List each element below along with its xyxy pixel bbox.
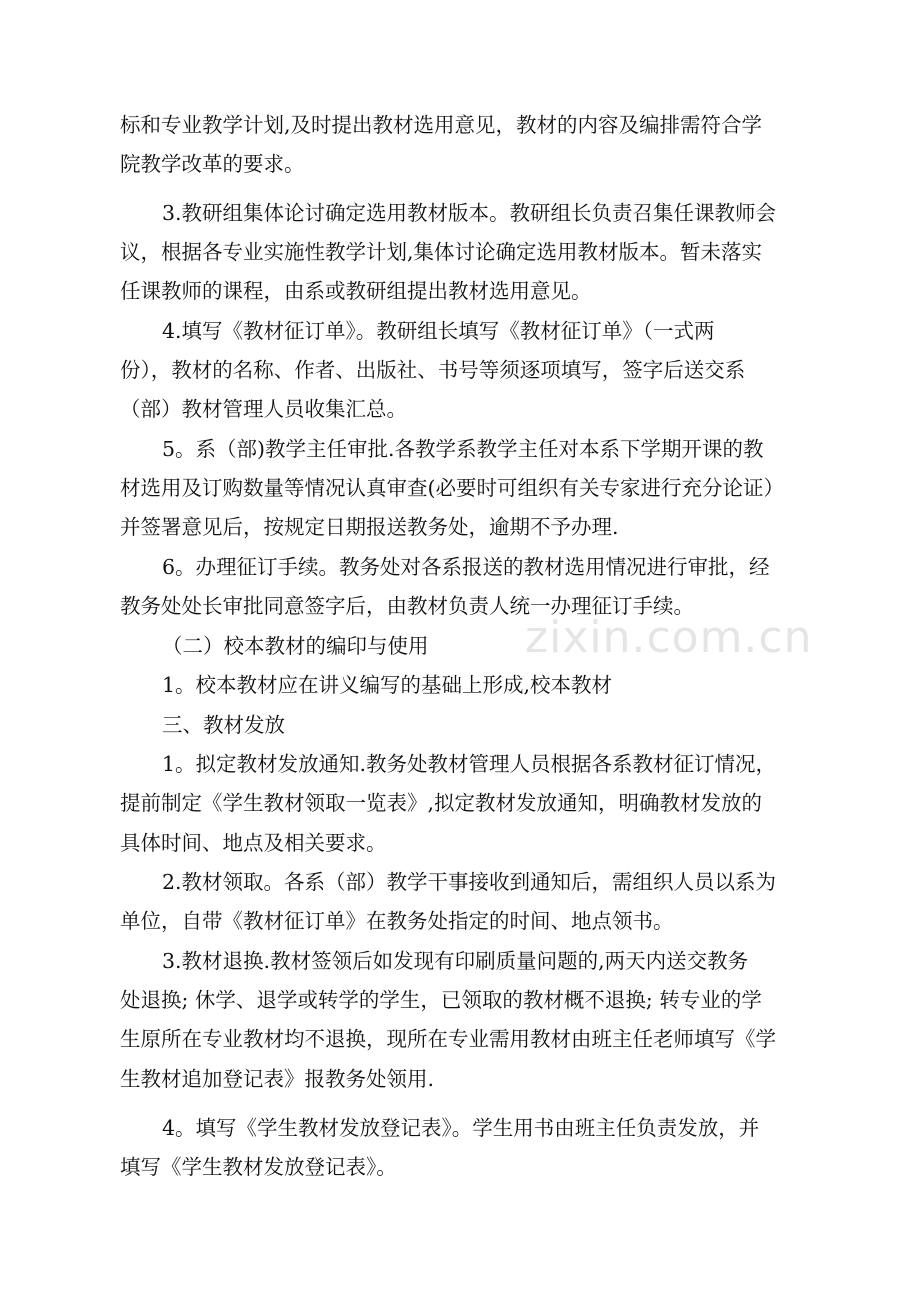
text-line: 具体时间、地点及相关要求。 [120,831,387,855]
text-line: 并签署意见后，按规定日期报送教务处，逾期不予办理. [120,515,619,539]
text-line: 单位，自带《教材征订单》在教务处指定的时间、地点领书。 [120,909,674,933]
text-line: 1。拟定教材发放通知.教务处教材管理人员根据各系教材征订情况， [162,752,777,776]
text-line: 4.填写《教材征订单》。教研组长填写《教材征订单》（一式两 [162,319,715,343]
text-line: 4。填写《学生教材发放登记表》。学生用书由班主任负责发放，并 [162,1116,760,1140]
text-line: 1。校本教材应在讲义编写的基础上形成,校本教材 [162,673,613,697]
text-line: 教务处处长审批同意签字后，由教材负责人统一办理征订手续。 [120,594,694,618]
text-line: 提前制定《学生教材领取一览表》,拟定教材发放通知，明确教材发放的 [120,791,763,815]
watermark: zixin.com.cn [525,612,813,663]
text-line: 处退换; 休学、退学或转学的学生，已领取的教材概不退换; 转专业的学 [120,988,762,1012]
section-heading: （二）校本教材的编印与使用 [162,634,429,658]
text-line: 6。办理征订手续。教务处对各系报送的教材选用情况进行审批，经 [162,555,770,579]
text-line: 生教材追加登记表》报教务处领用. [120,1067,435,1091]
text-line: 3.教研组集体论讨确定选用教材版本。教研组长负责召集任课教师会 [162,201,777,225]
text-line: 生原所在专业教材均不退换，现所在专业需用教材由班主任老师填写《学 [120,1027,776,1051]
text-line: 议，根据各专业实施性教学计划,集体讨论确定选用教材版本。暂未落实 [120,240,763,264]
text-line: 标和专业教学计划,及时提出教材选用意见，教材的内容及编排需符合学 [120,113,763,137]
text-line: 3.教材退换.教材签领后如发现有印刷质量问题的,两天内送交教务 [162,949,749,973]
section-heading: 三、教材发放 [162,713,285,737]
text-line: 2.教材领取。各系（部）教学干事接收到通知后，需组织人员以系为 [162,870,777,894]
text-line: 份），教材的名称、作者、出版社、书号等须逐项填写，签字后送交系 [120,358,746,382]
text-line: 院教学改革的要求。 [120,152,305,176]
text-line: 材选用及订购数量等情况认真审查(必要时可组织有关专家进行充分论证） [120,476,784,500]
text-line: 填写《学生教材发放登记表》。 [120,1155,397,1179]
text-line: 任课教师的课程，由系或教研组提出教材选用意见。 [120,279,592,303]
text-line: （部）教材管理人员收集汇总。 [120,397,407,421]
text-line: 5。系（部)教学主任审批.各教学系教学主任对本系下学期开课的教 [162,437,764,461]
